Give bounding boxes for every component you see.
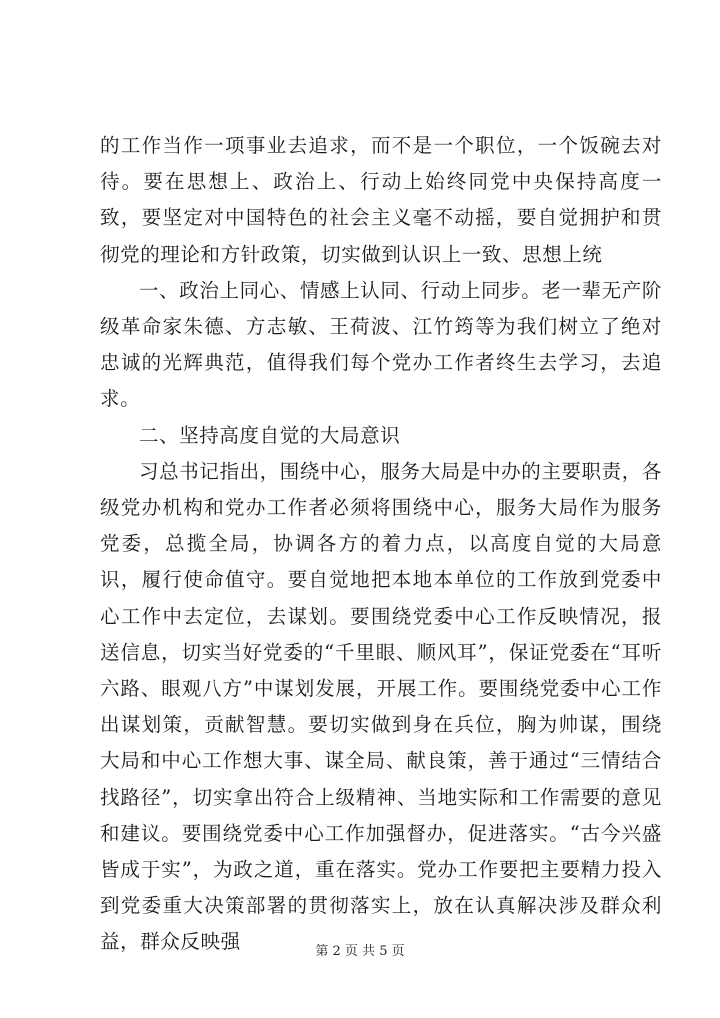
- paragraph-continuation: 的工作当作一项事业去追求，而不是一个职位，一个饭碗去对待。要在思想上、政治上、行动上始终同党中央保持高度一致，要坚定对中国特色的社会主义毫不动摇，要自觉拥护和贯彻党的理论和方针政策，切实做到认识上一致、思想上统: [100, 134, 662, 266]
- section-heading-two: 二、坚持高度自觉的大局意识: [139, 423, 401, 447]
- page-number-footer: 第 2 页 共 5 页: [315, 944, 405, 959]
- paragraph-body: 习总书记指出，围绕中心，服务大局是中办的主要职责，各级党办机构和党办工作者必须将围绕中心，服务大局作为服务党委，总揽全局，协调各方的着力点，以高度自觉的大局意识，履行使命值守。要自觉地把本地本单位的工作放到党委中心工作中去定位，去谋划。要围绕党委中心工作反映情况，报送信息，切实当好党委的“千里眼、顺风耳”，保证党委在“耳听六路、眼观八方”中谋划发展，开展工作。要围绕党委中心工作出谋划策，贡献智慧。要切实做到身在兵位，胸为帅谋，围绕大局和中心工作想大事、谋全局、献良策，善于通过“三情结合找路径”，切实拿出符合上级精神、当地实际和工作需要的意见和建议。要围绕党委中心工作加强督办，促进落实。“古今兴盛皆成于实”，为政之道，重在落实。党办工作要把主要精力投入到党委重大决策部署的贯彻落实上，放在认真解决涉及群众利益，群众反映强: [100, 459, 662, 954]
- paragraph-section-one: 一、政治上同心、情感上认同、行动上同步。老一辈无产阶级革命家朱德、方志敏、王荷波、江竹筠等为我们树立了绝对忠诚的光辉典范，值得我们每个党办工作者终生去学习，去追求。: [100, 278, 662, 411]
- document-body: [100, 128, 662, 961]
